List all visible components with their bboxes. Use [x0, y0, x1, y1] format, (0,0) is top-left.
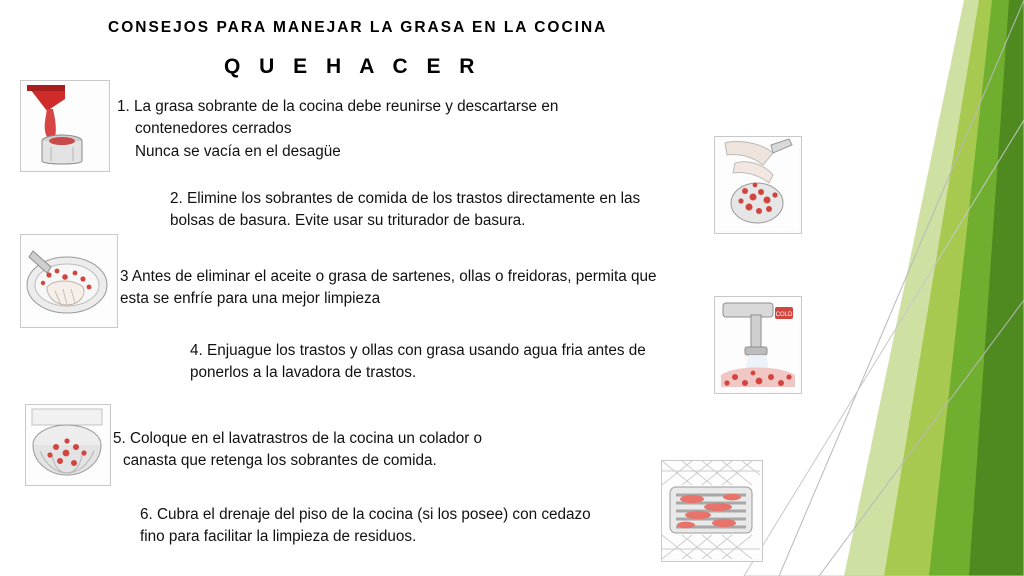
item-6-line-1: 6. Cubra el drenaje del piso de la cocina (si los posee) con cedazo [140, 506, 591, 523]
item-6-line-2: fino para facilitar la limpieza de residuos. [140, 528, 417, 546]
floor-drain-screen-image [661, 460, 763, 562]
sink-strainer-basket-image [25, 404, 111, 486]
item-3-line-1: 3 Antes de eliminar el aceite o grasa de sartenes, ollas o freidoras, permita que [120, 268, 657, 285]
item-5-text [113, 428, 593, 473]
item-6-text [140, 504, 670, 549]
item-1-line-2: contenedores cerrados [135, 120, 292, 138]
item-4-line-2: ponerlos a la lavadora de trastos. [190, 364, 417, 382]
pouring-grease-into-can-image [20, 80, 110, 172]
item-1-text [117, 96, 717, 163]
item-2-text [170, 188, 715, 233]
item-5-line-1: 5. Coloque en el lavatrastros de la cocina un colador o [113, 430, 483, 447]
item-2-line-2: bolsas de basura. Evite usar su triturador de basura. [170, 212, 526, 230]
green-decorative-shapes [724, 0, 1024, 576]
scraping-plate-into-trash-image [714, 136, 802, 234]
item-4-line-1: 4. Enjuague los trastos y ollas con grasa usando agua fria antes de [190, 342, 646, 359]
item-5-line-2: canasta que retenga los sobrantes de comida. [123, 452, 437, 470]
wiping-pan-with-paper-towel-image [20, 234, 118, 328]
item-4-text [190, 340, 710, 385]
item-2-line-1: 2. Elimine los sobrantes de comida de los trastos directamente en las [170, 190, 641, 207]
item-1-line-3: Nunca se vacía en el desagüe [135, 142, 341, 160]
svg-text:COLD: COLD [775, 312, 793, 318]
item-3-line-2: esta se enfríe para una mejor limpieza [120, 290, 381, 308]
slide-subtitle: Q U E H A C E R [224, 55, 481, 78]
slide-title: CONSEJOS PARA MANEJAR LA GRASA EN LA COCINA [108, 19, 608, 36]
item-1-line-1: 1. La grasa sobrante de la cocina debe reunirse y descartarse en [117, 98, 559, 115]
cold-water-faucet-rinsing-image [714, 296, 802, 394]
item-3-text [120, 266, 760, 311]
